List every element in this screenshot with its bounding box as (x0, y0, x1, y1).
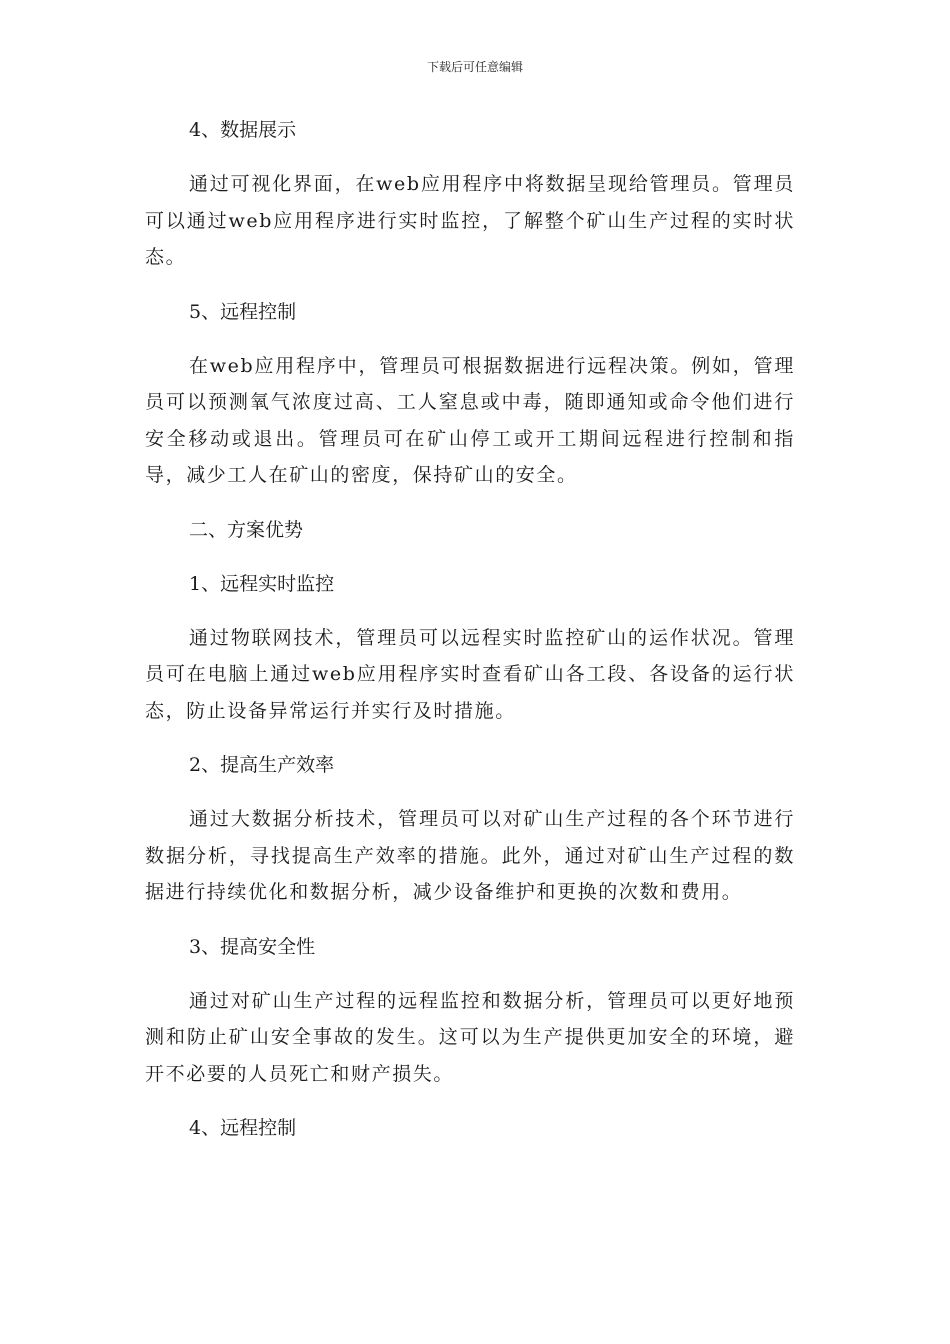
paragraph-remote-control: 在web应用程序中，管理员可根据数据进行远程决策。例如，管理员可以预测氧气浓度过高、工人窒息或中毒，随即通知或命令他们进行安全移动或退出。管理员可在矿山停工或开工期间远程进行控制和指导，减少工人在矿山的密度，保持矿山的安全。 (145, 354, 795, 486)
paragraph-remote-monitoring: 通过物联网技术，管理员可以远程实时监控矿山的运作状况。管理员可在电脑上通过web应用程序实时查看矿山各工段、各设备的运行状态，防止设备异常运行并实行及时措施。 (145, 626, 795, 722)
section-heading-remote-control-2: 4、远程控制 (189, 1117, 297, 1139)
page-header-note: 下载后可任意编辑 (426, 60, 523, 74)
section-heading-safety: 3、提高安全性 (189, 935, 316, 958)
section-heading-remote-monitoring: 1、远程实时监控 (189, 572, 335, 595)
document-body (145, 112, 795, 1146)
section-heading-efficiency: 2、提高生产效率 (189, 754, 335, 776)
paragraph-safety: 通过对矿山生产过程的远程监控和数据分析，管理员可以更好地预测和防止矿山安全事故的发生。这可以为生产提供更加安全的环境，避开不必要的人员死亡和财产损失。 (145, 989, 795, 1085)
section-heading-remote-control: 5、远程控制 (189, 300, 297, 323)
section-heading-advantages: 二、方案优势 (189, 518, 304, 541)
section-heading-data-display: 4、数据展示 (189, 119, 297, 141)
paragraph-data-display: 通过可视化界面，在web应用程序中将数据呈现给管理员。管理员可以通过web应用程序进行实时监控，了解整个矿山生产过程的实时状态。 (145, 173, 795, 268)
paragraph-efficiency: 通过大数据分析技术，管理员可以对矿山生产过程的各个环节进行数据分析，寻找提高生产效率的措施。此外，通过对矿山生产过程的数据进行持续优化和数据分析，减少设备维护和更换的次数和费用。 (145, 808, 795, 903)
